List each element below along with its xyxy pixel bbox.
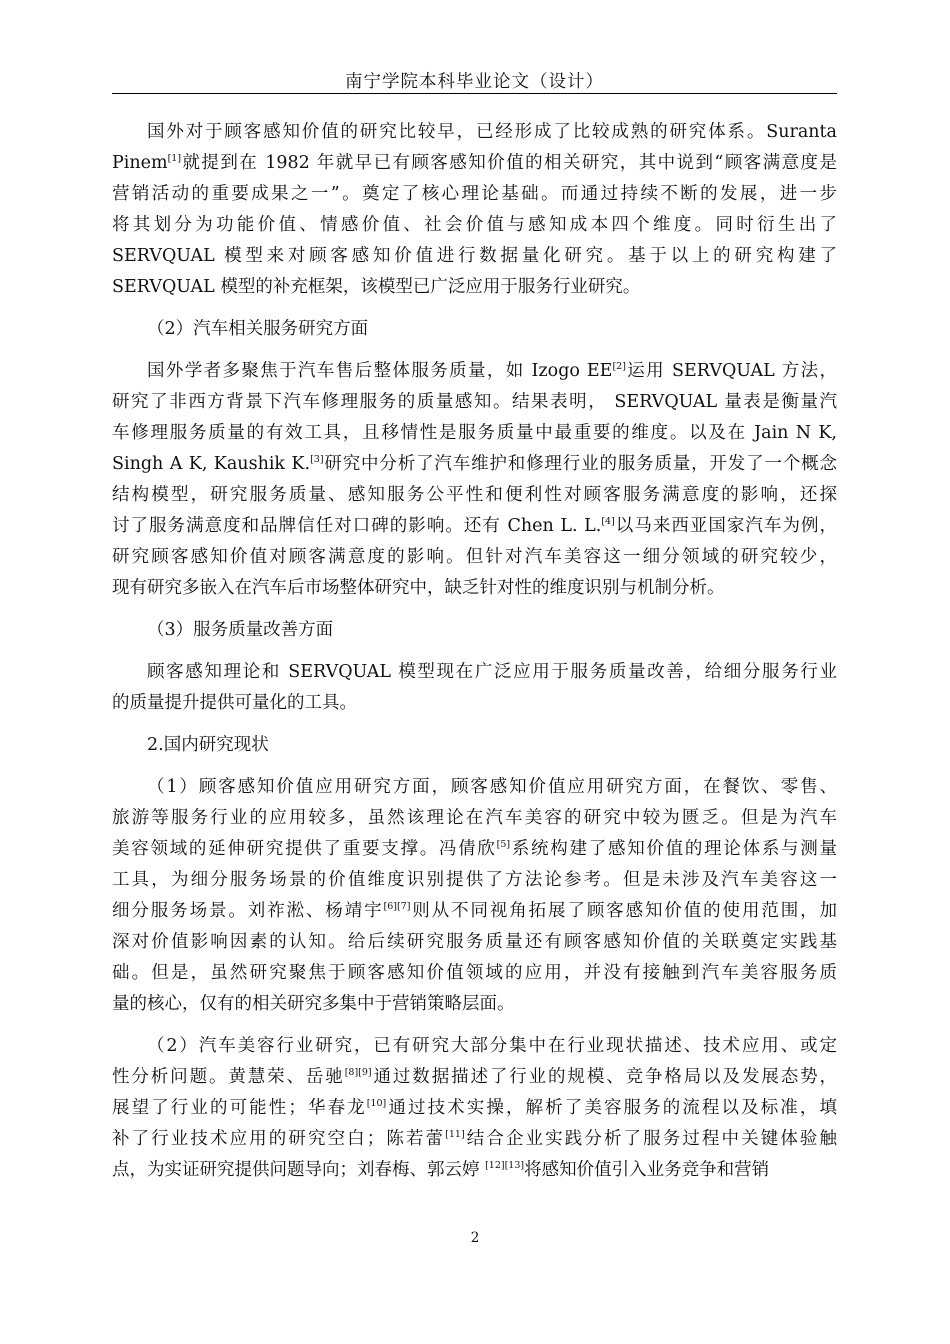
text-line (112, 1062, 837, 1093)
header-divider (112, 93, 837, 94)
text-line: 础。但是，虽然研究聚焦于顾客感知价值领域的应用，并没有接触到汽车美容服务质 (112, 963, 837, 983)
text-line: 2.国内研究现状 (147, 735, 269, 755)
citation-reference: [12][13] (485, 1160, 525, 1171)
text-line: 国外对于顾客感知价值的研究比较早，已经形成了比较成熟的研究体系。Suranta (147, 122, 837, 142)
text-line: （3）服务质量改善方面 (147, 620, 334, 640)
text-line: SERVQUAL 模型来对顾客感知价值进行数据量化研究。基于以上的研究构建了 (112, 246, 837, 266)
text-line: 旅游等服务行业的应用较多，虽然该理论在汽车美容的研究中较为匮乏。但是为汽车 (112, 808, 837, 828)
citation-reference: [5] (496, 839, 511, 850)
text-line: 顾客感知理论和 SERVQUAL 模型现在广泛应用于服务质量改善，给细分服务行业 (147, 662, 837, 682)
paragraph (112, 657, 837, 719)
paragraph (112, 314, 837, 345)
text-line (112, 356, 837, 387)
text-segment: 系统构建了感知价值的理论体系与测量 (510, 839, 838, 859)
text-segment: 国外学者多聚焦于汽车售后整体服务质量，如 Izogo EE (147, 361, 613, 381)
text-segment: 研究中分析了汽车维护和修理行业的服务质量，开发了一个概念 (323, 454, 837, 474)
paragraph (112, 772, 837, 1020)
text-segment: 就提到在 1982 年就早已有顾客感知价值的相关研究，其中说到“顾客满意度是 (181, 153, 837, 173)
text-line: 研究了非西方背景下汽车修理服务的质量感知。结果表明， SERVQUAL 量表是衡量汽 (112, 392, 837, 412)
text-segment: 细分服务场景。刘祚淞、杨靖宇 (112, 901, 384, 921)
page-number: 2 (470, 1230, 480, 1246)
text-line (112, 1093, 837, 1124)
paragraph (112, 356, 837, 604)
citation-reference: [4] (601, 516, 615, 527)
text-line (112, 896, 837, 927)
text-segment: 结合企业实践分析了服务过程中关键体验触 (464, 1129, 838, 1149)
document-body (112, 117, 837, 1197)
citation-reference: [11] (445, 1129, 465, 1140)
text-segment: 展望了行业的可能性；华春龙 (112, 1098, 367, 1118)
paragraph (112, 117, 837, 303)
paragraph (112, 615, 837, 646)
paragraph (112, 1031, 837, 1186)
text-line: （2）汽车美容行业研究，已有研究大部分集中在行业现状描述、技术应用、或定 (147, 1036, 837, 1056)
text-line (112, 1124, 837, 1155)
text-segment: 运用 SERVQUAL 方法， (625, 361, 837, 381)
citation-reference: [6][7] (383, 901, 411, 912)
text-line: SERVQUAL 模型的补充框架，该模型已广泛应用于服务行业研究。 (112, 277, 641, 297)
text-segment: 性分析问题。黄慧荣、岳驰 (112, 1067, 345, 1087)
text-line: 量的核心，仅有的相关研究多集中于营销策略层面。 (112, 994, 515, 1014)
text-line: 工具，为细分服务场景的价值维度识别提供了方法论参考。但是未涉及汽车美容这一 (112, 870, 837, 890)
citation-reference: [10] (366, 1098, 387, 1109)
text-line (112, 1155, 837, 1186)
citation-reference: [2] (612, 361, 626, 372)
text-line: 深对价值影响因素的认知。给后续研究服务质量还有顾客感知价值的关联奠定实践基 (112, 932, 837, 952)
citation-reference: [8][9] (344, 1067, 372, 1078)
text-line (112, 834, 837, 865)
citation-reference: [3] (310, 454, 324, 465)
citation-reference: [1] (167, 153, 182, 164)
text-segment: 通过技术实操，解析了美容服务的流程以及标准，填 (386, 1098, 838, 1118)
text-segment: 将感知价值引入业务竞争和营销 (524, 1160, 770, 1180)
text-line (112, 511, 837, 542)
text-line: 车修理服务质量的有效工具，且移情性是服务质量中最重要的维度。以及在 Jain N K, (112, 423, 837, 443)
text-line: 研究顾客感知价值对顾客满意度的影响。但针对汽车美容这一细分领域的研究较少， (112, 547, 837, 567)
text-line: （1）顾客感知价值应用研究方面，顾客感知价值应用研究方面，在餐饮、零售、 (147, 777, 837, 797)
text-segment: 讨了服务满意度和品牌信任对口碑的影响。还有 Chen L. L. (112, 516, 602, 536)
text-line: 营销活动的重要成果之一”。奠定了核心理论基础。而通过持续不断的发展，进一步 (112, 184, 837, 204)
text-line: 结构模型，研究服务质量、感知服务公平性和便利性对顾客服务满意度的影响，还探 (112, 485, 837, 505)
text-segment: 点，为实证研究提供问题导向；刘春梅、郭云婷 (112, 1160, 486, 1180)
text-segment: Pinem (112, 153, 168, 173)
paragraph (112, 730, 837, 761)
text-segment: Singh A K, Kaushik K. (112, 454, 311, 474)
text-segment: 通过数据描述了行业的规模、竞争格局以及发展态势， (371, 1067, 838, 1087)
text-segment: 美容领域的延伸研究提供了重要支撑。冯倩欣 (112, 839, 497, 859)
text-line: （2）汽车相关服务研究方面 (147, 319, 369, 339)
text-segment: 以马来西亚国家汽车为例， (614, 516, 838, 536)
page-header-title: 南宁学院本科毕业论文（设计） (345, 72, 604, 92)
text-line: 现有研究多嵌入在汽车后市场整体研究中，缺乏针对性的维度识别与机制分析。 (112, 578, 725, 598)
text-line: 的质量提升提供可量化的工具。 (112, 693, 357, 713)
text-line (112, 449, 837, 480)
text-segment: 补了行业技术应用的研究空白；陈若蕾 (112, 1129, 446, 1149)
text-segment: 则从不同视角拓展了顾客感知价值的使用范围，加 (410, 901, 838, 921)
text-line (112, 148, 837, 179)
text-line: 将其划分为功能价值、情感价值、社会价值与感知成本四个维度。同时衍生出了 (112, 215, 837, 235)
